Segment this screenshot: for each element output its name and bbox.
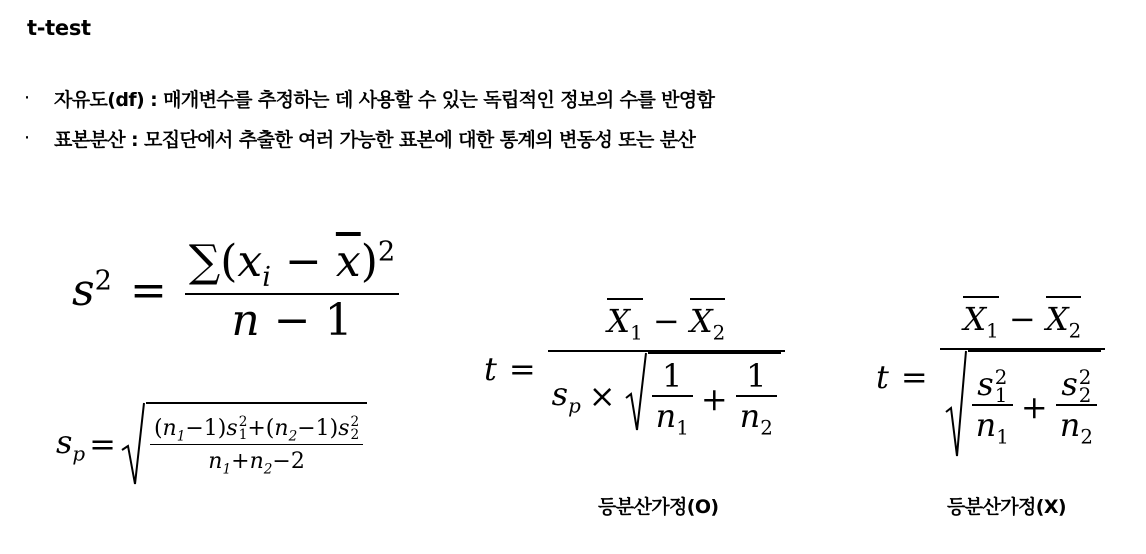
definition-sample-variance: 표본분산 : 모집단에서 추출한 여러 가능한 표본에 대한 통계의 변동성 또는 분산	[54, 128, 696, 151]
caption-equal-variance: 등분산가정(O)	[598, 496, 719, 518]
list-item	[24, 84, 714, 112]
bullet-marker: ·	[24, 127, 30, 149]
sample-variance-formula: $s^2$ = $\frac{\sum(x_i - \overline{x})^2}{n - 1}$	[72, 236, 399, 346]
radical-icon	[120, 402, 146, 486]
caption-unequal-variance: 등분산가정(X)	[947, 496, 1066, 518]
t-equal-variance-formula: t = $X_1 - X_2$ $s_p$ × $\frac{1}{n_1}$ + $\frac{1}{n_2}$	[484, 298, 785, 440]
t-unequal-variance-formula: t = $X_1 - X_2$ s 2 1 $n_1$ + s 2 2 $n_2$	[876, 296, 1105, 458]
pooled-sd-formula: $s_p$ = $(n_1-1)s$ 2 1 $+(n_2-1)s$ 2 2 $n_1+n_2-2$	[56, 402, 367, 486]
definition-df: 자유도(df) : 매개변수를 추정하는 데 사용할 수 있는 독립적인 정보의 수를 반영함	[54, 88, 715, 111]
bullet-marker: ·	[24, 87, 30, 109]
radical-icon	[624, 352, 648, 432]
list-item	[24, 124, 714, 152]
definition-list	[24, 84, 714, 164]
page-title: t-test	[27, 16, 91, 40]
radical-icon	[944, 350, 968, 458]
